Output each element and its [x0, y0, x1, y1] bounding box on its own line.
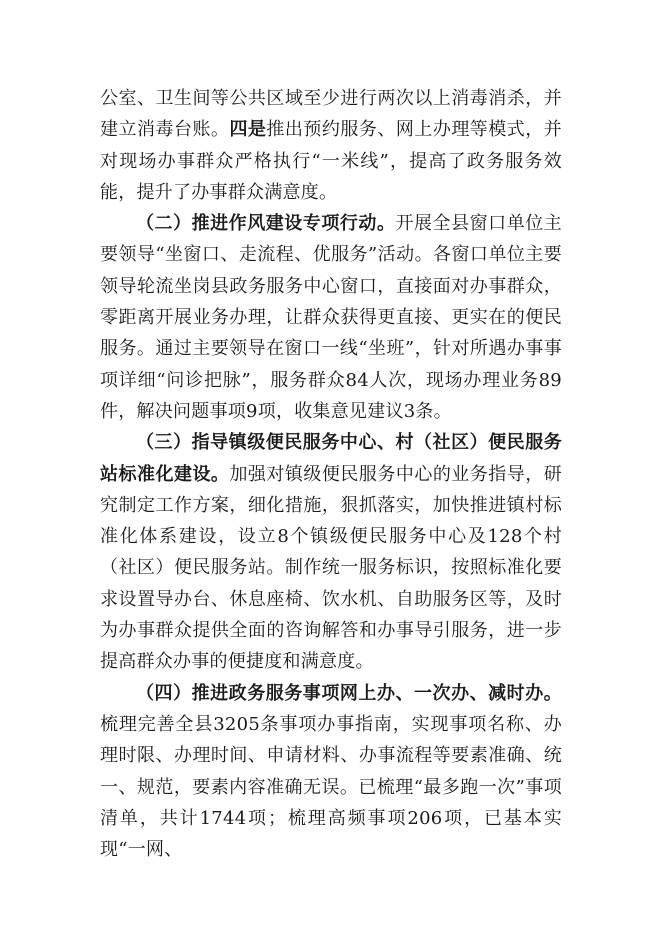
- document-page: [100, 83, 562, 865]
- paragraph-4: [100, 678, 562, 866]
- paragraph-1-text-a: 公室、卫生间等公共区域至少进行两次以上消毒消杀，并建立消毒台账。: [100, 88, 562, 141]
- paragraph-1-bold-marker: 四是: [229, 119, 267, 141]
- paragraph-2-body: 开展全县窗口单位主要领导“坐窗口、走流程、优服务”活动。各窗口单位主要领导轮流坐岗县政务服务中心窗口，直接面对办事群众，零距离开展业务办理，让群众获得更直接、更实在的便民服务。通过主要领导在窗口一线“坐班”，针对所遇办事事项详细“问诊把脉”，服务群众84人次，现场办理业务89件，解决问题事项9项，收集意见建议3条。: [100, 213, 563, 422]
- paragraph-2-heading: （二）推进作风建设专项行动。: [136, 213, 396, 235]
- paragraph-3: [100, 427, 562, 677]
- paragraph-4-heading: （四）推进政务服务事项网上办、一次办、减时办。: [136, 682, 562, 704]
- paragraph-3-body: 加强对镇级便民服务中心的业务指导，研究制定工作方案，细化措施，狠抓落实，加快推进镇村标准化体系建设，设立8个镇级便民服务中心及128个村（社区）便民服务站。制作统一服务标识，按照标准化要求设置导办台、休息座椅、饮水机、自助服务区等，及时为办事群众提供全面的咨询解答和办事导引服务，进一步提高群众办事的便捷度和满意度。: [100, 463, 563, 673]
- paragraph-2: [100, 208, 562, 427]
- paragraph-3-heading: （三）指导镇级便民服务中心、村（社区）便民服务站标准化建设。: [100, 432, 562, 485]
- paragraph-1-text-b: 推出预约服务、网上办理等模式，并对现场办事群众严格执行“一米线”，提高了政务服务效能，提升了办事群众满意度。: [100, 119, 563, 203]
- paragraph-4-body: 梳理完善全县3205条事项办事指南，实现事项名称、办理时限、办理时间、申请材料、办事流程等要素准确、统一、规范，要素内容准确无误。已梳理“最多跑一次”事项清单，共计1744项；梳理高频事项206项，已基本实现“一网、: [100, 713, 562, 861]
- paragraph-1: [100, 83, 562, 208]
